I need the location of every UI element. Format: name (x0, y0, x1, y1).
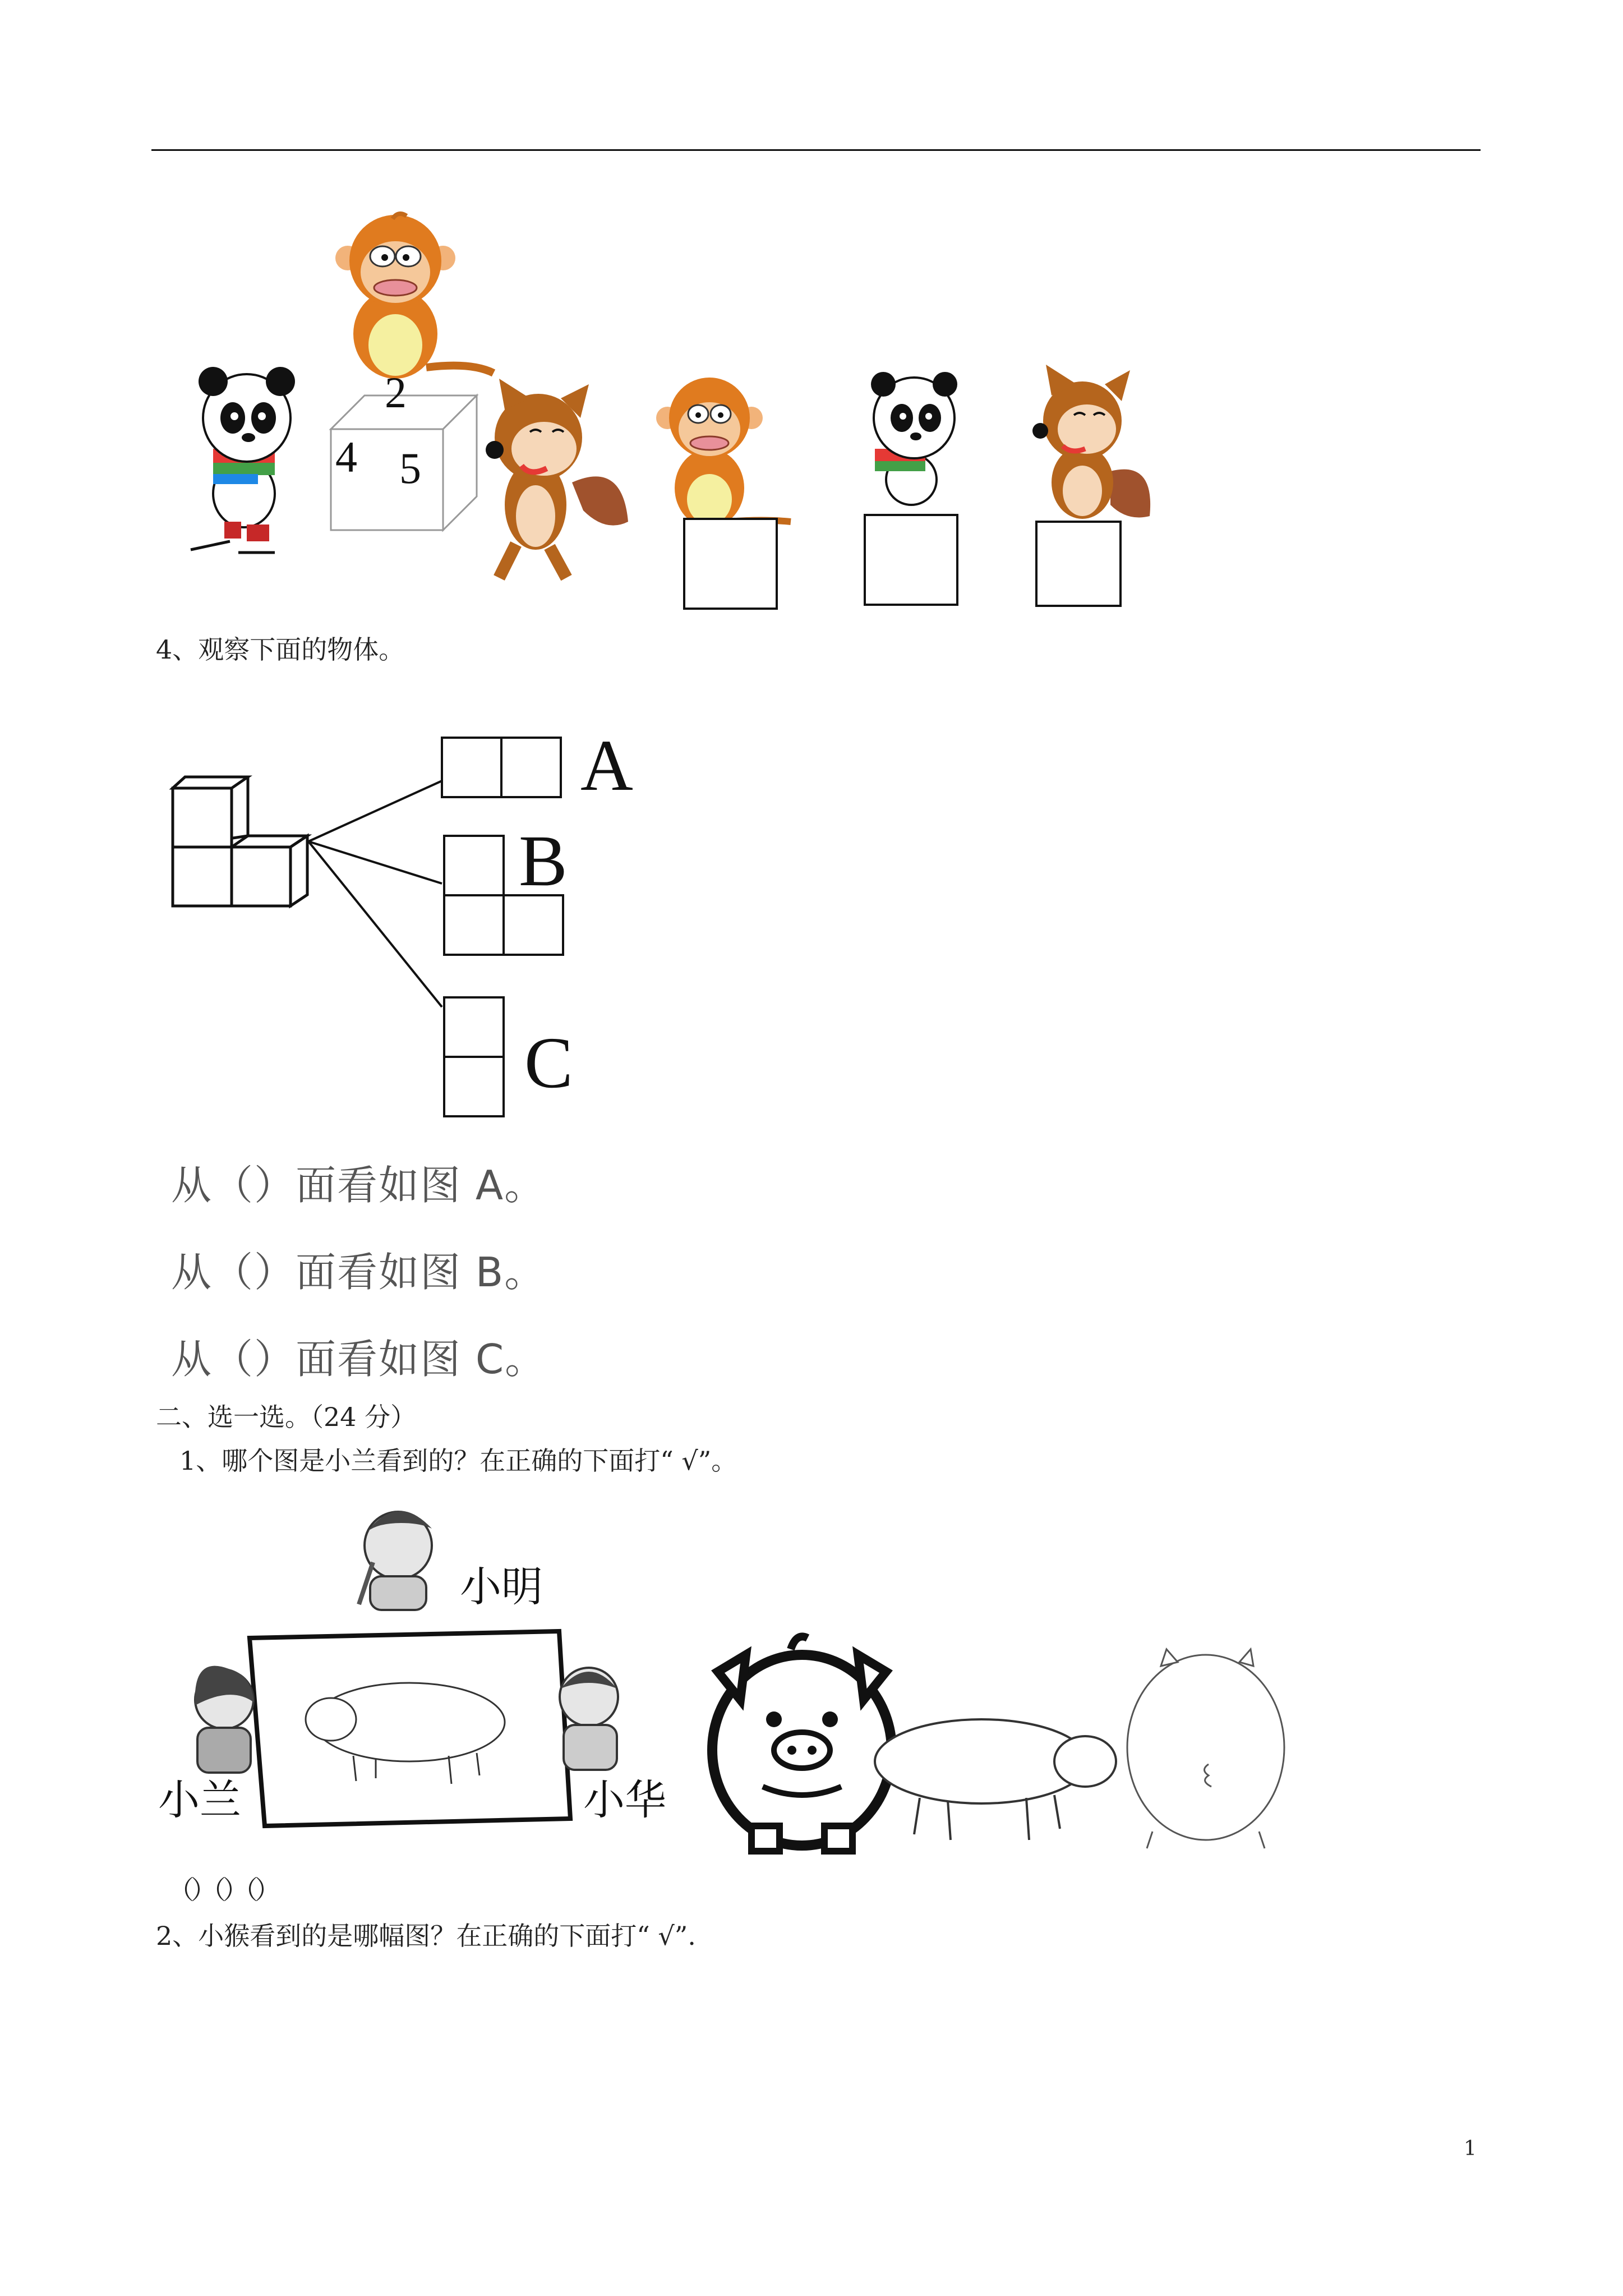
panda-answer-box (865, 515, 957, 605)
pig-side-view-image (875, 1719, 1116, 1840)
pig-back-view-image (1127, 1649, 1284, 1848)
fox-walking-image (486, 379, 628, 578)
monkey-top-image (335, 214, 494, 379)
view-label-a: A (580, 725, 633, 806)
monkey-on-box-image (656, 378, 791, 527)
view-label-b: B (519, 821, 568, 901)
page-number: 1 (1464, 2137, 1477, 2160)
fill-line-a: 从（）面看如图 A。 (171, 1162, 546, 1209)
answer-slots: （）（）（） (168, 1875, 277, 1905)
section-2-title: 二、选一选。（24 分） (156, 1402, 417, 1432)
section-2-q1: 1、哪个图是小兰看到的？在正确的下面打“ √”。 (179, 1446, 737, 1476)
name-label-xiaohua: 小华 (583, 1776, 666, 1824)
fox-on-box-image (1032, 365, 1150, 519)
cube-number-left: 4 (335, 432, 357, 481)
animals-cube-illustration (168, 202, 1178, 617)
monkey-answer-box (684, 519, 777, 609)
header-rule (151, 149, 1481, 151)
xiaoming-image (359, 1511, 432, 1610)
section-2-q2: 2、小猴看到的是哪幅图？在正确的下面打“ √”. (156, 1921, 696, 1951)
fox-answer-box (1036, 522, 1121, 606)
cube-number-front: 5 (399, 444, 421, 493)
pig-observation-illustration (163, 1498, 1318, 1862)
xiaolan-image (195, 1666, 254, 1773)
name-label-xiaolan: 小兰 (158, 1776, 241, 1824)
view-a-shape (442, 738, 561, 797)
view-label-c: C (524, 1023, 573, 1103)
pig-front-view-image (712, 1637, 892, 1852)
xiaohua-image (560, 1668, 618, 1770)
fill-line-b: 从（）面看如图 B。 (171, 1249, 546, 1296)
cube-number-top: 2 (385, 368, 407, 417)
name-label-xiaoming: 小明 (460, 1563, 543, 1611)
fill-line-c: 从（）面看如图 C。 (171, 1336, 547, 1383)
panda-skating-image (191, 367, 295, 553)
question-4-title: 4、观察下面的物体。 (156, 634, 405, 665)
view-c-shape (444, 997, 504, 1116)
panda-on-box-image (871, 372, 957, 505)
